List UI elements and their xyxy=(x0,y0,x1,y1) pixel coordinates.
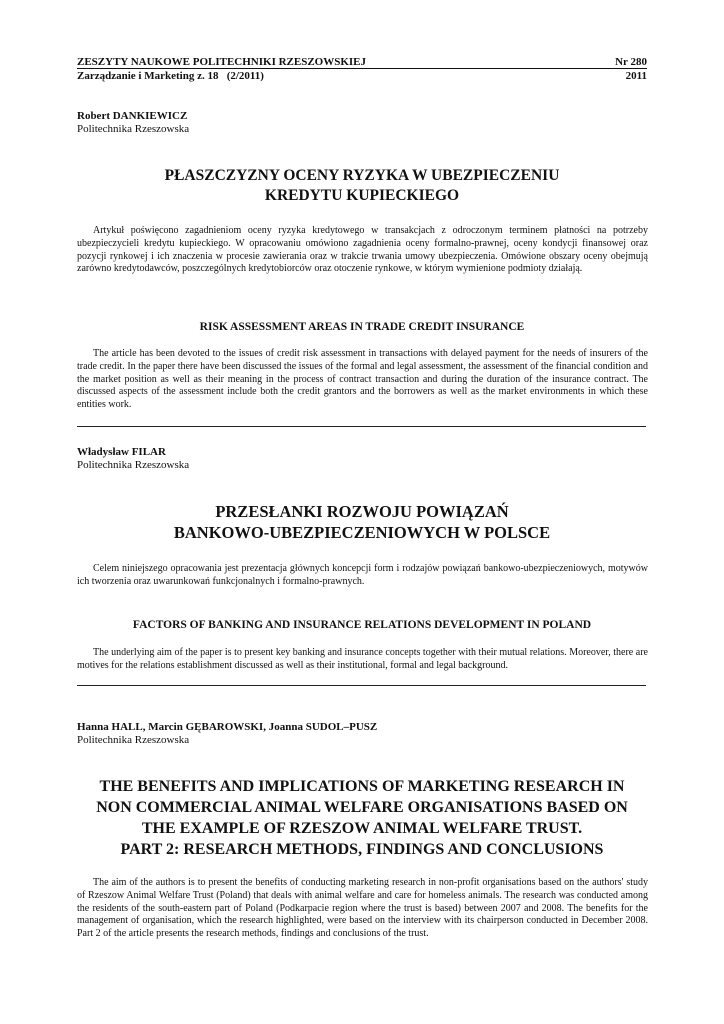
article-1-affiliation: Politechnika Rzeszowska xyxy=(77,123,190,135)
article-2-title xyxy=(77,501,647,543)
article-3-title xyxy=(77,776,647,860)
article-3-affiliation: Politechnika Rzeszowska xyxy=(77,734,190,746)
series-info: Zarządzanie i Marketing z. 18 (2/2011) xyxy=(77,70,264,82)
article-3-title-line: PART 2: RESEARCH METHODS, FINDINGS AND CONCLUSIONS xyxy=(120,841,604,858)
article-1-abstract: Artykuł poświęcono zagadnieniom oceny ryzyka kredytowego w transakcjach z odroczonym terminem płatności na potrzeby ubezpieczycieli kredytu kupieckiego. W opracowaniu omówiono zagadnienia oceny formalno-prawnej, oceny kondycji finansowej oraz pozycji rynkowej i ich znaczenia w procesie zawierania oraz w trakcie trwania umowy ubezpieczenia. Omówione obszary oceny obejmują zarówno kredytodawców, poszczególnych kredytobiorców oraz otoczenie rynkowe, w którym wymienione podmioty działają. xyxy=(77,225,648,275)
journal-header-line-2 xyxy=(77,70,647,83)
journal-name: ZESZYTY NAUKOWE POLITECHNIKI RZESZOWSKIEJ xyxy=(77,56,367,68)
article-3-authors: Hanna HALL, Marcin GĘBAROWSKI, Joanna SUDOL–PUSZ xyxy=(77,721,378,733)
article-2-authors: Władysław FILAR xyxy=(77,446,166,458)
separator-rule xyxy=(77,685,646,686)
article-1-title xyxy=(77,166,647,205)
article-2-english-abstract: The underlying aim of the paper is to present key banking and insurance concepts together with their mutual relations. Moreover, there are motives for the relations establishment discussed as well as their institutional, formal and legal background. xyxy=(77,647,648,671)
article-2-title-line: PRZESŁANKI ROZWOJU POWIĄZAŃ xyxy=(215,502,509,521)
issue-number: Nr 280 xyxy=(615,56,647,68)
issue-year: 2011 xyxy=(625,70,647,82)
separator-rule xyxy=(77,426,646,427)
article-2-affiliation: Politechnika Rzeszowska xyxy=(77,459,190,471)
article-1-english-abstract: The article has been devoted to the issues of credit risk assessment in transactions with delayed payment for the needs of insurers of the trade credit. In the paper there have been discussed the issues of the formal and legal assessment, the assessment of the financial condition and the market position as well as their meaning in the process of contract transaction and during the duration of the insurance contract. The discussed aspects of the assessment include both the credit grantors and the borrowers as well as the market environments in which these entities work. xyxy=(77,348,648,411)
article-2-abstract: Celem niniejszego opracowania jest prezentacja głównych koncepcji form i rodzajów powiązań bankowo-ubezpieczeniowych, motywów ich tworzenia oraz uwarunkowań funkcjonalnych i formalno-prawnych. xyxy=(77,563,648,587)
article-3-title-line: NON COMMERCIAL ANIMAL WELFARE ORGANISATIONS BASED ON xyxy=(96,799,628,816)
journal-header-line-1 xyxy=(77,56,647,69)
article-1-title-line: PŁASZCZYZNY OCENY RYZYKA W UBEZPIECZENIU xyxy=(164,167,560,184)
article-3-title-line: THE EXAMPLE OF RZESZOW ANIMAL WELFARE TRUST. xyxy=(141,820,583,837)
article-1-authors: Robert DANKIEWICZ xyxy=(77,110,188,122)
article-3-title-line: THE BENEFITS AND IMPLICATIONS OF MARKETING RESEARCH IN xyxy=(99,778,625,795)
article-2-english-title: FACTORS OF BANKING AND INSURANCE RELATIONS DEVELOPMENT IN POLAND xyxy=(132,619,592,631)
article-2-title-line: BANKOWO-UBEZPIECZENIOWYCH W POLSCE xyxy=(173,523,551,542)
article-3-abstract: The aim of the authors is to present the benefits of conducting marketing research in non-profit organisations based on the authors' study of Rzeszow Animal Welfare Trust (Poland) that deals with animal welfare and care for homeless animals. The research was conducted among the residents of the south-eastern part of Poland (Podkarpacie region where the trust is based) between 2007 and 2008. The benefits for the management of organisation, which the research highlighted, were based on the interview with its chairperson conducted in December 2008. Part 2 of the article presents the research methods, findings and conclusions of the trust. xyxy=(77,877,648,940)
article-1-english-title: RISK ASSESSMENT AREAS IN TRADE CREDIT INSURANCE xyxy=(199,321,525,333)
article-1-title-line: KREDYTU KUPIECKIEGO xyxy=(264,186,460,204)
